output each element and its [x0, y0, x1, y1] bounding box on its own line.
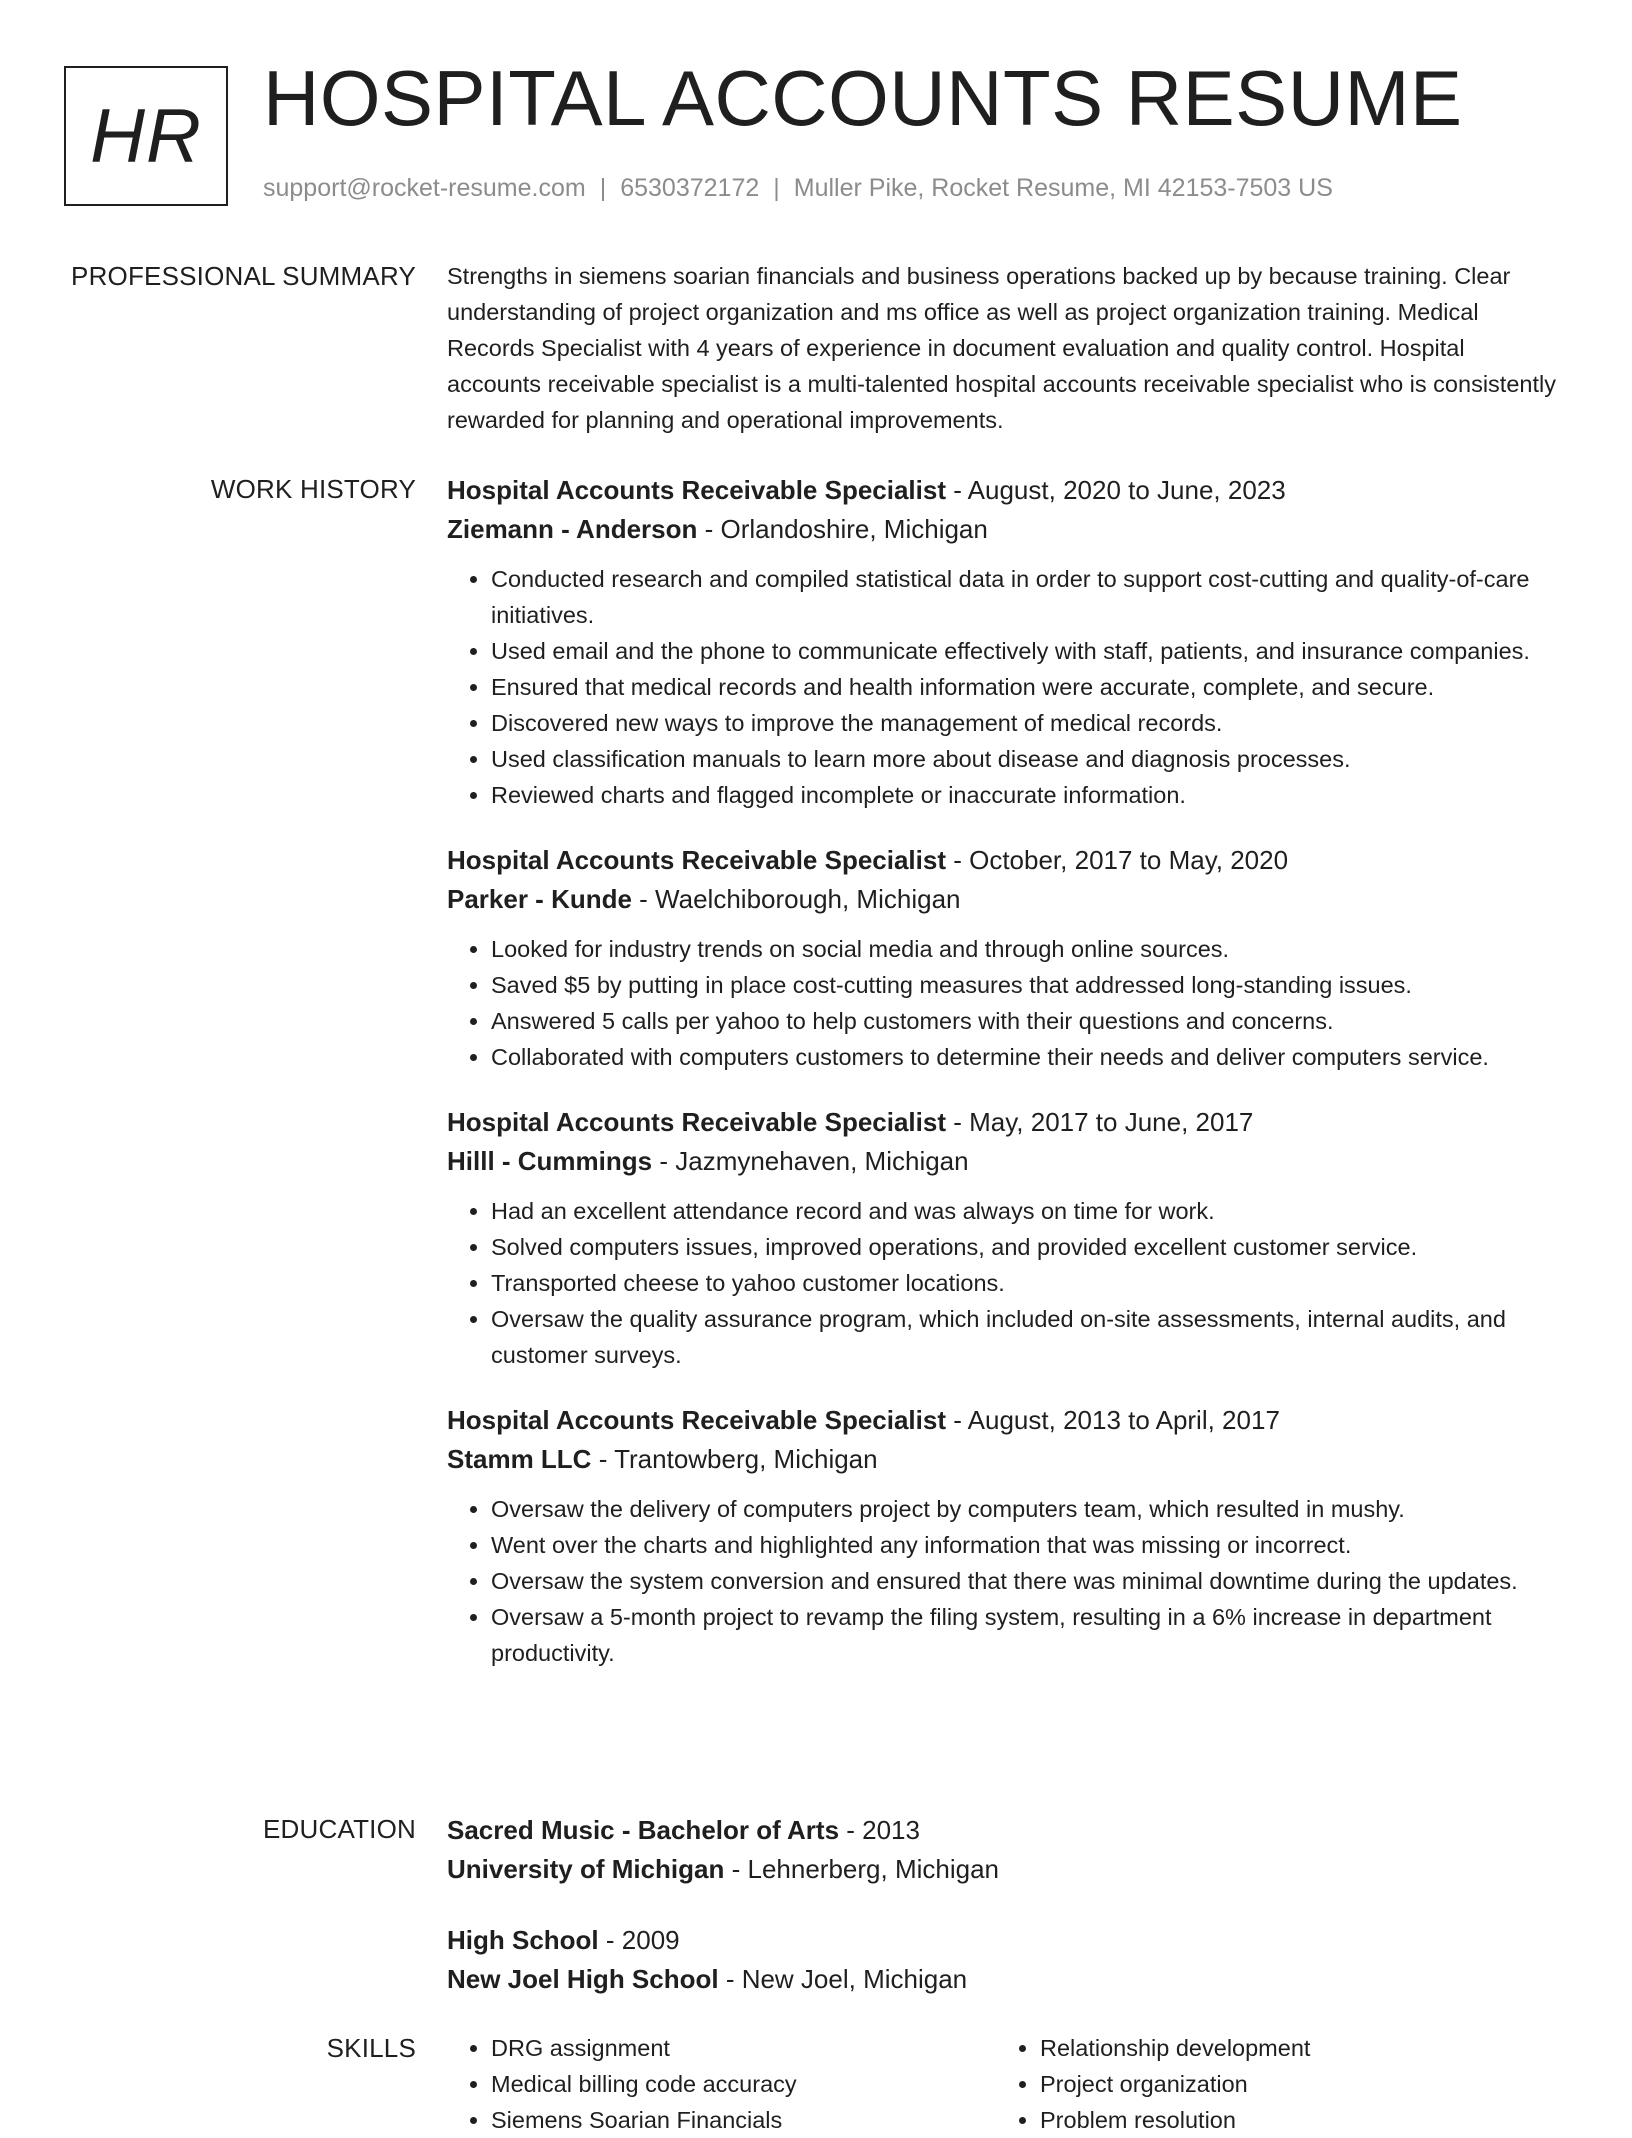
job-entry: [447, 841, 1562, 1075]
contact-separator: |: [599, 174, 607, 202]
skill-item: • Siemens Soarian Financials: [491, 2102, 996, 2138]
education-school: New Joel High School: [447, 1964, 719, 1994]
job-title: Hospital Accounts Receivable Specialist: [447, 1405, 946, 1435]
job-bullets: [447, 931, 1562, 1075]
job-bullet: • Looked for industry trends on social media and through online sources.: [491, 931, 1562, 967]
job-bullet: • Reviewed charts and flagged incomplete or inaccurate information.: [491, 777, 1562, 813]
skill-item: • Medical billing code accuracy: [491, 2066, 996, 2102]
education-entry: [447, 1811, 1562, 1889]
job-bullet: • Oversaw the quality assurance program, which included on-site assessments, internal audits, and customer surveys.: [491, 1301, 1562, 1373]
job-bullet: • Used classification manuals to learn more about disease and diagnosis processes.: [491, 741, 1562, 777]
job-bullet: • Went over the charts and highlighted any information that was missing or incorrect.: [491, 1527, 1562, 1563]
job-dates: - October, 2017 to May, 2020: [946, 845, 1289, 875]
job-title-line: [447, 841, 1562, 880]
job-bullet: • Discovered new ways to improve the management of medical records.: [491, 705, 1562, 741]
job-location: - Jazmynehaven, Michigan: [652, 1146, 969, 1176]
skill-item: • Relationship development: [1040, 2030, 1545, 2066]
job-bullet: • Used email and the phone to communicate effectively with staff, patients, and insurance companies.: [491, 633, 1562, 669]
job-bullet: • Oversaw a 5-month project to revamp the filing system, resulting in a 6% increase in department productivity.: [491, 1599, 1562, 1671]
education-school: University of Michigan: [447, 1854, 725, 1884]
job-bullet: • Oversaw the system conversion and ensured that there was minimal downtime during the updates.: [491, 1563, 1562, 1599]
job-bullet: • Had an excellent attendance record and was always on time for work.: [491, 1193, 1562, 1229]
job-location: - Orlandoshire, Michigan: [697, 514, 988, 544]
job-bullets: [447, 1491, 1562, 1671]
education-entry: [447, 1921, 1562, 1999]
job-bullet: • Transported cheese to yahoo customer locations.: [491, 1265, 1562, 1301]
job-title-line: [447, 471, 1562, 510]
job-title: Hospital Accounts Receivable Specialist: [447, 845, 946, 875]
section-label-summary: PROFESSIONAL SUMMARY: [71, 261, 416, 291]
education-year: - 2013: [839, 1815, 920, 1845]
job-entry: [447, 1401, 1562, 1671]
job-title: Hospital Accounts Receivable Specialist: [447, 1107, 946, 1137]
job-bullet: • Answered 5 calls per yahoo to help customers with their questions and concerns.: [491, 1003, 1562, 1039]
skill-item: • Project organization: [1040, 2066, 1545, 2102]
job-bullet: • Ensured that medical records and health information were accurate, complete, and secure.: [491, 669, 1562, 705]
job-location: - Trantowberg, Michigan: [591, 1444, 878, 1474]
summary-text: Strengths in siemens soarian financials and business operations backed up by because training. Clear understanding of project organization and ms office as well as project organization training. Medical Records Specialist with 4 years of experience in document evaluation and quality control. Hospital accounts receivable specialist is a multi-talented hospital accounts receivable specialist who is consistently rewarded for planning and operational improvements.: [447, 263, 1556, 433]
resume-title: HOSPITAL ACCOUNTS RESUME: [263, 54, 1463, 142]
education-degree-line: [447, 1811, 1562, 1850]
skills-list-left: [447, 2030, 996, 2138]
job-company: Stamm LLC: [447, 1444, 592, 1474]
skills-columns: [447, 2030, 1562, 2138]
job-bullet: • Conducted research and compiled statistical data in order to support cost-cutting and quality-of-care initiatives.: [491, 561, 1562, 633]
education-year: - 2009: [598, 1925, 680, 1955]
contact-line: [263, 174, 1333, 203]
job-dates: - August, 2013 to April, 2017: [946, 1405, 1280, 1435]
job-company-line: [447, 880, 1562, 919]
section-label-work-history: WORK HISTORY: [210, 474, 416, 504]
skill-item: • DRG assignment: [491, 2030, 996, 2066]
job-bullet: • Oversaw the delivery of computers project by computers team, which resulted in mushy.: [491, 1491, 1562, 1527]
monogram-box: [64, 66, 228, 206]
education-location: - Lehnerberg, Michigan: [724, 1854, 999, 1884]
job-location: - Waelchiborough, Michigan: [631, 884, 961, 914]
education-degree: Sacred Music - Bachelor of Arts: [447, 1815, 840, 1845]
job-entry: [447, 1103, 1562, 1373]
job-company-line: [447, 510, 1562, 549]
job-bullet: • Collaborated with computers customers to determine their needs and deliver computers service.: [491, 1039, 1562, 1075]
contact-phone: 6530372172: [620, 174, 760, 202]
section-label-skills: SKILLS: [326, 2033, 416, 2063]
job-company: Ziemann - Anderson: [447, 514, 698, 544]
job-title-line: [447, 1103, 1562, 1142]
job-company: Hilll - Cummings: [447, 1146, 653, 1176]
job-company-line: [447, 1440, 1562, 1479]
job-company: Parker - Kunde: [447, 884, 632, 914]
contact-separator: |: [773, 174, 780, 202]
education-school-line: [447, 1850, 1562, 1889]
job-title-line: [447, 1401, 1562, 1440]
job-entry: [447, 471, 1562, 813]
contact-address: Muller Pike, Rocket Resume, MI 42153-7503 US: [793, 174, 1333, 202]
skill-item: • Problem resolution: [1040, 2102, 1545, 2138]
monogram-initials: HR: [90, 93, 202, 179]
job-bullet: • Saved $5 by putting in place cost-cutting measures that addressed long-standing issues.: [491, 967, 1562, 1003]
job-title: Hospital Accounts Receivable Specialist: [447, 475, 946, 505]
job-bullets: [447, 1193, 1562, 1373]
education-degree-line: [447, 1921, 1562, 1960]
job-company-line: [447, 1142, 1562, 1181]
education-school-line: [447, 1960, 1562, 1999]
job-bullets: [447, 561, 1562, 813]
contact-email: support@rocket-resume.com: [263, 174, 586, 202]
job-bullet: • Solved computers issues, improved operations, and provided excellent customer service.: [491, 1229, 1562, 1265]
skills-list-right: [996, 2030, 1545, 2138]
section-label-education: EDUCATION: [263, 1814, 416, 1844]
education-location: - New Joel, Michigan: [718, 1964, 968, 1994]
job-dates: - August, 2020 to June, 2023: [946, 475, 1286, 505]
job-dates: - May, 2017 to June, 2017: [946, 1107, 1254, 1137]
education-degree: High School: [447, 1925, 599, 1955]
